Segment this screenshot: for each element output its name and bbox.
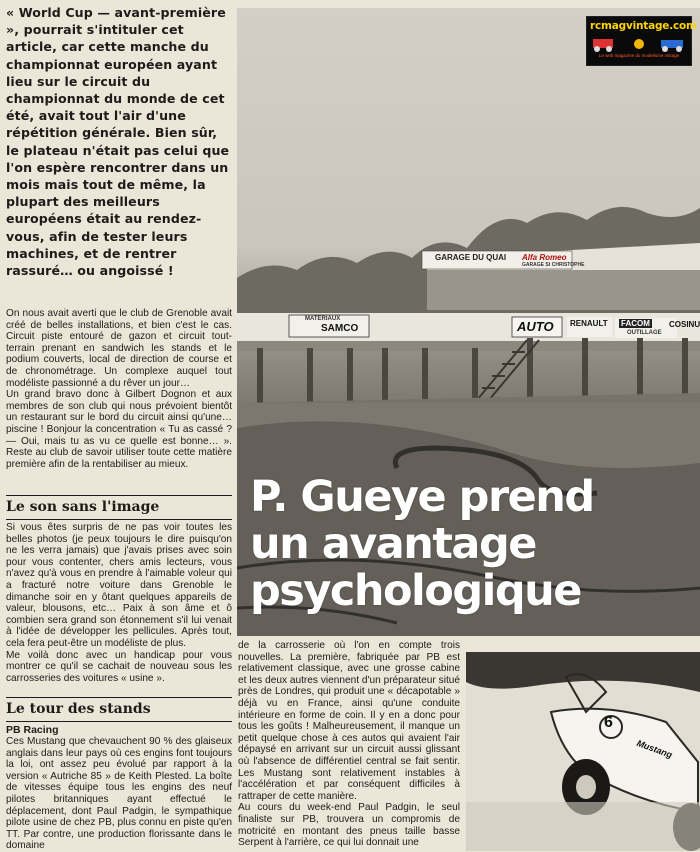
article-headline <box>250 474 690 615</box>
sign-materiaux: MATERIAUX <box>305 316 341 322</box>
sign-facom: FACOM <box>621 319 650 328</box>
headline-line-3: psychologique <box>250 566 581 616</box>
car-photo <box>466 652 700 851</box>
body-column-left-top <box>6 308 232 470</box>
body-column-middle <box>238 640 460 849</box>
car-number: 6 <box>604 714 613 731</box>
section-rule <box>6 495 232 496</box>
section-rule <box>6 697 232 698</box>
section-title: Le son sans l'image <box>6 499 232 520</box>
car-brand-decal: Mustang <box>635 737 674 761</box>
sign-garage-st-christophe: GARAGE St CHRISTOPHE <box>522 262 585 268</box>
sign-garage-du-quai: GARAGE DU QUAI <box>435 253 507 262</box>
body-paragraph-mid-2: Au cours du week-end Paul Padgin, le seul finaliste sur PB, trouvera un compromis de motricité en montant des pneus taille basse Serpent à l'arrière, ce qui lui donnait une <box>238 802 460 849</box>
headline-line-1: P. Gueye prend <box>250 472 594 522</box>
intro-paragraph <box>6 4 232 279</box>
sign-alfa-romeo: Alfa Romeo <box>522 253 567 262</box>
sign-samco: SAMCO <box>321 323 359 334</box>
section-text: Ces Mustang que chevauchent 90 % des glaiseux anglais dans leur pays où ces engins font toujours la loi, ont assez peu évolué par rapport à la version « Autriche 85 » de Keith Plested. La boîte de vitesses équipe tous les engins des neuf pilotes britanniques ayant effectué le déplacement, dont Paul Padgin, le sympathique pilote usine de chez PB, plus connu en piste qu'en TT. Par contre, une production florissante dans le domaine <box>6 736 232 852</box>
section-text: Si vous êtes surpris de ne pas voir toutes les belles photos (je peux toujours le dire puisqu'on ne les verra jamais) que j'avais prises avec soin pour vous contenter, chers amis lecteurs, vous n'avez qu'à vous en prendre à l'aimable voleur qui a fracturé notre voiture dans Grenoble le dimanche soir en y ôtant quelques appareils de valeur, blousons, etc… Paix à son âme et ô combien sera grand son étonnement s'il lui venait à l'idée de développer les pellicules. Après tout, cela fera peut-être un modéliste de plus. <box>6 522 232 649</box>
section-tour-des-stands <box>6 697 232 852</box>
section-subtitle: PB Racing <box>6 724 59 736</box>
logo-car-icon <box>593 34 685 52</box>
intro-text: « World Cup — avant-première », pourrait s'intituler cet article, car cette manche du championnat européen ayant lieu sur le circuit du championnat du monde de cet été, avait tout l'air d'une répétition générale. Bien sûr, le plateau n'était pas celui que l'on espère rencontrer dans un mois mais tout de même, la plupart des meilleurs européens était au rendez-vous, afin de tester leurs machines, et de rentrer rassuré… ou angoissé ! <box>6 5 230 279</box>
section-text-2: Me voilà donc avec un handicap pour vous montrer ce qu'il se cachait de nouveau sous les carrosseries des voitures « usine ». <box>6 649 232 684</box>
sign-outillage: OUTILLAGE <box>627 330 662 336</box>
body-paragraph-1: On nous avait averti que le club de Grenoble avait créé de belles installations, et bien c'est le cas. Circuit piste entouré de gazon et circuit tout-terrain prenant en sandwich les stands et le podium couverts, local de direction de course et de chronométrage. Un complexe auquel tout modéliste passionné a du rêver un jour… <box>6 308 232 389</box>
section-son-sans-image <box>6 495 232 684</box>
rcmagvintage-logo <box>586 16 697 66</box>
section-title: Le tour des stands <box>6 701 232 722</box>
sign-renault: RENAULT <box>570 319 608 328</box>
body-paragraph-2: Un grand bravo donc à Gilbert Dognon et aux membres de son club qui nous prévoient bientôt un restaurant sur le bord du circuit ainsi qu'une… piscine ! Bonjour la concentration « Tu as cassé ? — Oui, mais tu as vu ce quelle est bonne… ». Reste au club de savoir utiliser toute cette matière première afin de la rentabiliser au mieux. <box>6 389 232 470</box>
sign-cosinus: COSINU <box>669 320 700 329</box>
logo-text: rcmagvintage.com <box>590 20 697 32</box>
body-paragraph-mid: de la carrosserie où l'on en compte trois nouvelles. La première, fabriquée par PB est relativement classique, avec une grosse cabine et les deux autres viennent d'un préparateur situé près de Londres, qui produit une « décapotable » déjà vu en France, ainsi qu'une conduite intérieure en forme de coin. Il y en a donc pour tous les goûts ! Malheureusement, il manque un petit quelque chose à ces autos qui avaient l'air dépaysé en arrivant sur un circuit aussi glissant où l'absence de différentiel central se fait sentir. Les Mustang sont relativement instables à l'accélération et par conséquent difficiles à rattraper de cette manière. <box>238 640 460 802</box>
headline-line-2: un avantage <box>250 519 536 569</box>
sign-auto: AUTO <box>517 319 554 334</box>
logo-tagline: Le web magazine du modelisme vintage <box>598 53 680 58</box>
